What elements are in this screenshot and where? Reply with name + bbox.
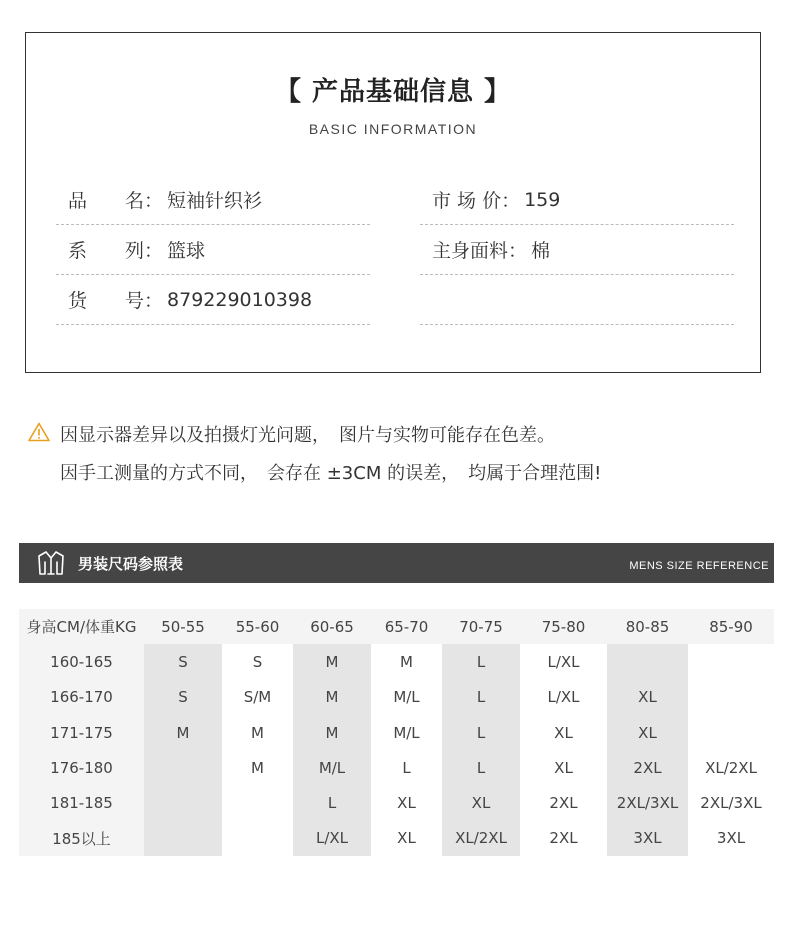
info-value: 短袖针织衫 [167, 190, 263, 212]
size-cell: XL/2XL [688, 750, 774, 785]
size-cell: XL [520, 750, 607, 785]
height-range-cell: 160-165 [19, 644, 144, 679]
size-cell: L [371, 750, 442, 785]
size-cell: L [442, 715, 520, 750]
weight-column-header: 80-85 [607, 609, 688, 644]
info-label: 市 场 价： [432, 190, 521, 212]
size-cell [144, 821, 222, 856]
height-range-cell: 176-180 [19, 750, 144, 785]
size-chart-reference: MENS SIZE REFERENCE [629, 560, 769, 572]
size-table-row [19, 750, 774, 785]
size-cell: M [293, 680, 371, 715]
weight-column-header: 75-80 [520, 609, 607, 644]
size-cell: M [222, 715, 293, 750]
weight-column-header: 85-90 [688, 609, 774, 644]
size-table-row [19, 715, 774, 750]
height-range-cell: 181-185 [19, 785, 144, 820]
size-cell: XL/2XL [442, 821, 520, 856]
info-label: 货 号： [68, 290, 164, 312]
weight-column-header: 60-65 [293, 609, 371, 644]
size-cell: 2XL [607, 750, 688, 785]
height-range-cell: 185以上 [19, 821, 144, 856]
weight-column-header: 70-75 [442, 609, 520, 644]
size-cell [222, 821, 293, 856]
size-cell [144, 785, 222, 820]
size-cell: XL [371, 785, 442, 820]
size-cell: XL [442, 785, 520, 820]
size-cell [688, 715, 774, 750]
size-cell: L/XL [520, 644, 607, 679]
size-cell: M [144, 715, 222, 750]
size-cell: L [442, 750, 520, 785]
size-cell: S [222, 644, 293, 679]
height-range-cell: 166-170 [19, 680, 144, 715]
size-table-row [19, 785, 774, 820]
weight-column-header: 50-55 [144, 609, 222, 644]
info-row-empty [420, 275, 734, 325]
size-cell: L [442, 680, 520, 715]
size-table-corner: 身高CM/体重KG [19, 609, 144, 644]
height-range-cell: 171-175 [19, 715, 144, 750]
size-cell [144, 750, 222, 785]
size-cell: 3XL [688, 821, 774, 856]
size-cell: S [144, 680, 222, 715]
info-value: 159 [524, 188, 561, 211]
size-cell: 2XL/3XL [688, 785, 774, 820]
size-cell: M/L [293, 750, 371, 785]
size-cell: XL [520, 715, 607, 750]
size-cell: 2XL [520, 821, 607, 856]
size-cell: M/L [371, 715, 442, 750]
size-cell: M [371, 644, 442, 679]
size-cell: L [293, 785, 371, 820]
size-table-header-row [19, 609, 774, 644]
size-cell: S/M [222, 680, 293, 715]
size-cell: M [222, 750, 293, 785]
size-chart-title: 男装尺码参照表 [78, 555, 184, 573]
notice-line-2: 因手工测量的方式不同， 会存在 ±3CM 的误差， 均属于合理范围! [60, 463, 602, 484]
info-label: 主身面料： [432, 240, 528, 262]
size-table-row [19, 644, 774, 679]
size-cell: 2XL [520, 785, 607, 820]
size-table [19, 609, 774, 856]
size-table-row [19, 821, 774, 856]
size-table-row [19, 680, 774, 715]
size-cell: 3XL [607, 821, 688, 856]
size-chart-header [19, 543, 774, 583]
size-cell: S [144, 644, 222, 679]
size-cell [688, 680, 774, 715]
size-cell [688, 644, 774, 679]
notice-line-1: 因显示器差异以及拍摄灯光问题， 图片与实物可能存在色差。 [60, 425, 555, 446]
info-value: 879229010398 [167, 288, 313, 311]
jacket-icon [37, 550, 65, 576]
product-info-panel [25, 32, 761, 373]
info-label: 品 名： [68, 190, 164, 212]
info-row-sku [56, 275, 370, 325]
size-cell: L/XL [520, 680, 607, 715]
size-cell: XL [371, 821, 442, 856]
info-label: 系 列： [68, 240, 164, 262]
weight-column-header: 65-70 [371, 609, 442, 644]
info-subtitle: BASIC INFORMATION [308, 121, 478, 137]
size-cell: XL [607, 715, 688, 750]
size-cell [222, 785, 293, 820]
size-cell: M [293, 715, 371, 750]
info-row-series [56, 225, 370, 275]
size-cell: L [442, 644, 520, 679]
size-cell [607, 644, 688, 679]
size-cell: M [293, 644, 371, 679]
info-value: 篮球 [167, 240, 206, 262]
info-title: 【 产品基础信息 】 [274, 77, 512, 107]
warning-icon [28, 422, 50, 442]
size-cell: 2XL/3XL [607, 785, 688, 820]
info-value: 棉 [531, 240, 551, 262]
info-row-price [420, 175, 734, 225]
size-cell: M/L [371, 680, 442, 715]
size-cell: L/XL [293, 821, 371, 856]
size-cell: XL [607, 680, 688, 715]
weight-column-header: 55-60 [222, 609, 293, 644]
info-row-name [56, 175, 370, 225]
info-row-material [420, 225, 734, 275]
